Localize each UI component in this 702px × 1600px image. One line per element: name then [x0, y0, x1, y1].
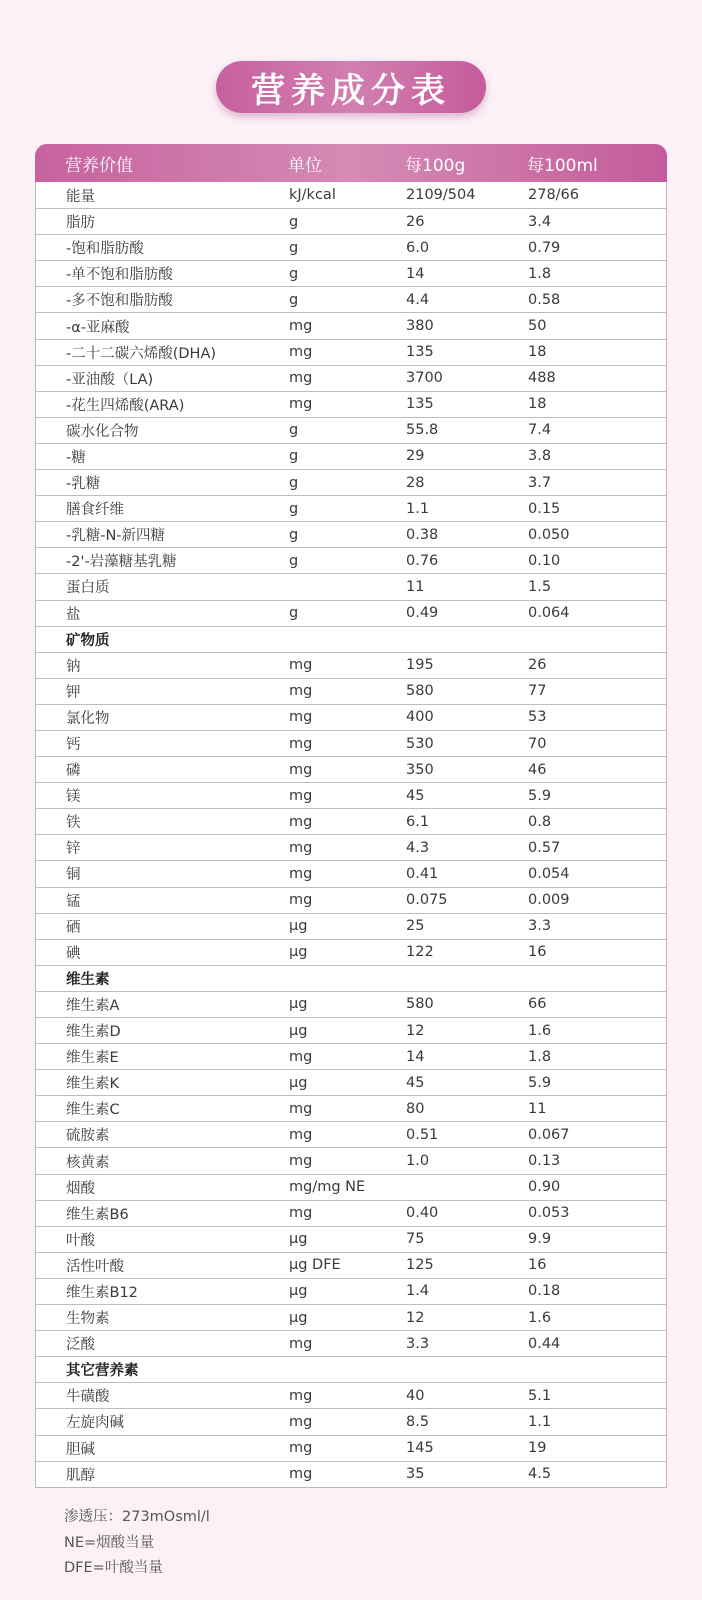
- cell-nutrient: 泛酸: [66, 1337, 95, 1354]
- cell-nutrient: -饱和脂肪酸: [66, 241, 144, 258]
- cell-per-100g: 0.41: [406, 865, 439, 882]
- table-row: [36, 1382, 666, 1408]
- table-row: [36, 1174, 666, 1200]
- cell-per-100ml: 4.5: [528, 1466, 552, 1483]
- cell-per-100g: 380: [406, 318, 434, 335]
- cell-nutrient: 维生素: [66, 971, 110, 988]
- header-per-100ml: 每100ml: [527, 155, 598, 176]
- note-ne: NE=烟酸当量: [64, 1534, 155, 1551]
- cell-per-100ml: 0.90: [528, 1179, 561, 1196]
- cell-unit: mg: [289, 1126, 313, 1143]
- table-row: [36, 365, 666, 391]
- cell-per-100ml: 26: [528, 657, 547, 674]
- cell-nutrient: -二十二碳六烯酸(DHA): [66, 345, 217, 362]
- cell-unit: g: [289, 474, 299, 491]
- cell-per-100ml: 5.9: [528, 1074, 552, 1091]
- table-row: [36, 1278, 666, 1304]
- cell-per-100ml: 66: [528, 996, 547, 1013]
- cell-per-100ml: 0.13: [528, 1153, 561, 1170]
- table-row: [36, 1330, 666, 1356]
- cell-per-100ml: 18: [528, 344, 547, 361]
- cell-per-100g: 1.0: [406, 1153, 430, 1170]
- cell-unit: g: [289, 448, 299, 465]
- cell-nutrient: 钾: [66, 684, 81, 701]
- cell-unit: mg: [289, 735, 313, 752]
- section-header: [36, 626, 666, 652]
- cell-per-100g: 135: [406, 344, 434, 361]
- cell-per-100ml: 18: [528, 396, 547, 413]
- cell-unit: kJ/kcal: [289, 187, 336, 204]
- header-per-100g: 每100g: [405, 155, 466, 176]
- table-row: [36, 600, 666, 626]
- cell-per-100g: 0.49: [406, 605, 439, 622]
- cell-per-100g: 530: [406, 735, 434, 752]
- table-row: [36, 547, 666, 573]
- cell-unit: mg: [289, 1387, 313, 1404]
- cell-nutrient: 胆碱: [66, 1441, 95, 1458]
- cell-nutrient: 牛磺酸: [66, 1389, 110, 1406]
- cell-unit: g: [289, 213, 299, 230]
- cell-per-100ml: 19: [528, 1440, 547, 1457]
- cell-per-100g: 1.1: [406, 500, 430, 517]
- cell-unit: mg: [289, 839, 313, 856]
- cell-nutrient: 锰: [66, 893, 81, 910]
- cell-per-100ml: 53: [528, 709, 547, 726]
- cell-per-100ml: 3.3: [528, 918, 552, 935]
- cell-per-100ml: 0.064: [528, 605, 570, 622]
- cell-nutrient: 碳水化合物: [66, 423, 139, 440]
- cell-per-100ml: 16: [528, 1257, 547, 1274]
- table-row: [36, 860, 666, 886]
- cell-unit: μg: [289, 1309, 308, 1326]
- cell-per-100g: 75: [406, 1231, 425, 1248]
- cell-per-100ml: 0.054: [528, 865, 570, 882]
- cell-per-100ml: 3.7: [528, 474, 552, 491]
- cell-unit: mg: [289, 1440, 313, 1457]
- cell-unit: mg: [289, 1048, 313, 1065]
- table-row: [36, 417, 666, 443]
- cell-nutrient: 维生素E: [66, 1050, 119, 1067]
- table-row: [36, 782, 666, 808]
- cell-unit: μg: [289, 944, 308, 961]
- cell-per-100ml: 0.050: [528, 526, 570, 543]
- cell-unit: mg: [289, 1153, 313, 1170]
- cell-per-100ml: 46: [528, 761, 547, 778]
- cell-nutrient: -单不饱和脂肪酸: [66, 267, 173, 284]
- table-row: [36, 260, 666, 286]
- cell-unit: μg: [289, 1231, 308, 1248]
- table-body: [35, 182, 667, 1488]
- cell-nutrient: 氯化物: [66, 710, 110, 727]
- cell-unit: μg DFE: [289, 1257, 341, 1274]
- cell-nutrient: 维生素D: [66, 1024, 121, 1041]
- cell-nutrient: 硒: [66, 919, 81, 936]
- cell-nutrient: 生物素: [66, 1311, 110, 1328]
- cell-per-100g: 2109/504: [406, 187, 476, 204]
- cell-unit: mg: [289, 370, 313, 387]
- cell-nutrient: 维生素K: [66, 1076, 120, 1093]
- cell-per-100ml: 0.009: [528, 892, 570, 909]
- note-osmolality: 渗透压：273mOsml/l: [64, 1509, 210, 1525]
- cell-per-100ml: 3.4: [528, 213, 552, 230]
- cell-per-100ml: 1.8: [528, 1048, 552, 1065]
- cell-per-100g: 580: [406, 996, 434, 1013]
- table-row: [36, 1147, 666, 1173]
- table-row: [36, 991, 666, 1017]
- cell-nutrient: -多不饱和脂肪酸: [66, 293, 173, 310]
- cell-unit: g: [289, 265, 299, 282]
- cell-unit: g: [289, 605, 299, 622]
- cell-per-100ml: 0.57: [528, 839, 561, 856]
- cell-per-100g: 12: [406, 1022, 425, 1039]
- cell-per-100g: 35: [406, 1466, 425, 1483]
- cell-per-100g: 6.0: [406, 239, 430, 256]
- cell-per-100ml: 0.10: [528, 552, 561, 569]
- cell-nutrient: 烟酸: [66, 1180, 95, 1197]
- table-row: [36, 312, 666, 338]
- cell-per-100g: 3700: [406, 370, 443, 387]
- cell-nutrient: 铁: [66, 815, 81, 832]
- cell-per-100g: 135: [406, 396, 434, 413]
- cell-unit: mg: [289, 787, 313, 804]
- cell-per-100ml: 70: [528, 735, 547, 752]
- table-row: [36, 208, 666, 234]
- table-row: [36, 652, 666, 678]
- cell-per-100ml: 3.8: [528, 448, 552, 465]
- table-row: [36, 1408, 666, 1434]
- table-row: [36, 469, 666, 495]
- cell-unit: mg: [289, 1205, 313, 1222]
- table-row: [36, 834, 666, 860]
- cell-per-100g: 28: [406, 474, 425, 491]
- cell-unit: mg: [289, 1466, 313, 1483]
- cell-nutrient: -糖: [66, 449, 86, 466]
- table-row: [36, 1226, 666, 1252]
- table-row: [36, 1095, 666, 1121]
- cell-unit: μg: [289, 918, 308, 935]
- cell-unit: μg: [289, 996, 308, 1013]
- cell-per-100g: 145: [406, 1440, 434, 1457]
- cell-unit: g: [289, 500, 299, 517]
- cell-per-100g: 4.3: [406, 839, 430, 856]
- cell-per-100ml: 1.5: [528, 578, 552, 595]
- table-row: [36, 1435, 666, 1461]
- cell-per-100ml: 0.8: [528, 813, 552, 830]
- cell-nutrient: 左旋肉碱: [66, 1415, 124, 1432]
- cell-per-100g: 0.40: [406, 1205, 439, 1222]
- cell-per-100ml: 0.44: [528, 1335, 561, 1352]
- cell-unit: g: [289, 552, 299, 569]
- cell-nutrient: 铜: [66, 867, 81, 884]
- cell-per-100ml: 1.1: [528, 1413, 552, 1430]
- cell-per-100g: 45: [406, 787, 425, 804]
- cell-unit: g: [289, 422, 299, 439]
- cell-unit: μg: [289, 1022, 308, 1039]
- cell-per-100ml: 16: [528, 944, 547, 961]
- cell-nutrient: -花生四烯酸(ARA): [66, 397, 185, 414]
- table-row: [36, 756, 666, 782]
- cell-unit: mg: [289, 1335, 313, 1352]
- table-row: [36, 573, 666, 599]
- cell-per-100g: 45: [406, 1074, 425, 1091]
- cell-per-100ml: 1.6: [528, 1309, 552, 1326]
- cell-per-100ml: 5.9: [528, 787, 552, 804]
- cell-unit: mg: [289, 396, 313, 413]
- section-header: [36, 1356, 666, 1382]
- cell-per-100ml: 0.15: [528, 500, 561, 517]
- cell-nutrient: 锌: [66, 841, 81, 858]
- cell-per-100ml: 278/66: [528, 187, 580, 204]
- cell-nutrient: 维生素A: [66, 997, 120, 1014]
- cell-unit: μg: [289, 1283, 308, 1300]
- cell-nutrient: 肌醇: [66, 1467, 95, 1484]
- cell-per-100g: 55.8: [406, 422, 439, 439]
- table-row: [36, 1461, 666, 1487]
- cell-per-100g: 1.4: [406, 1283, 430, 1300]
- cell-nutrient: -2'-岩藻糖基乳糖: [66, 554, 177, 571]
- table-row: [36, 1304, 666, 1330]
- note-dfe: DFE=叶酸当量: [64, 1560, 163, 1576]
- page-title: 营养成分表: [216, 61, 486, 113]
- cell-per-100ml: 1.8: [528, 265, 552, 282]
- cell-nutrient: 其它营养素: [66, 1363, 139, 1380]
- cell-nutrient: 镁: [66, 789, 81, 806]
- cell-nutrient: 维生素B6: [66, 1206, 129, 1223]
- cell-unit: mg/mg NE: [289, 1179, 366, 1196]
- cell-per-100g: 0.76: [406, 552, 439, 569]
- cell-per-100g: 350: [406, 761, 434, 778]
- cell-nutrient: 膳食纤维: [66, 502, 124, 519]
- cell-per-100g: 14: [406, 265, 425, 282]
- cell-per-100g: 0.075: [406, 892, 448, 909]
- table-row: [36, 1069, 666, 1095]
- cell-unit: mg: [289, 683, 313, 700]
- cell-per-100g: 400: [406, 709, 434, 726]
- cell-per-100g: 3.3: [406, 1335, 430, 1352]
- cell-per-100ml: 0.053: [528, 1205, 570, 1222]
- table-header: [35, 144, 667, 182]
- cell-nutrient: 硫胺素: [66, 1128, 110, 1145]
- cell-nutrient: 钠: [66, 658, 81, 675]
- cell-per-100ml: 488: [528, 370, 556, 387]
- cell-unit: g: [289, 526, 299, 543]
- cell-per-100ml: 0.79: [528, 239, 561, 256]
- table-row: [36, 521, 666, 547]
- cell-per-100g: 80: [406, 1100, 425, 1117]
- table-row: [36, 678, 666, 704]
- cell-per-100g: 29: [406, 448, 425, 465]
- cell-per-100ml: 77: [528, 683, 547, 700]
- cell-per-100ml: 5.1: [528, 1387, 552, 1404]
- cell-unit: mg: [289, 709, 313, 726]
- cell-nutrient: 矿物质: [66, 632, 110, 649]
- cell-per-100ml: 1.6: [528, 1022, 552, 1039]
- cell-per-100ml: 7.4: [528, 422, 552, 439]
- cell-per-100g: 4.4: [406, 291, 430, 308]
- cell-unit: μg: [289, 1074, 308, 1091]
- footnotes: [64, 1505, 210, 1582]
- table-row: [36, 1121, 666, 1147]
- cell-unit: mg: [289, 892, 313, 909]
- table-row: [36, 339, 666, 365]
- cell-per-100g: 12: [406, 1309, 425, 1326]
- header-nutrient: 营养价值: [65, 155, 133, 176]
- table-row: [36, 887, 666, 913]
- cell-unit: mg: [289, 657, 313, 674]
- table-row: [36, 234, 666, 260]
- table-row: [36, 286, 666, 312]
- table-row: [36, 495, 666, 521]
- cell-nutrient: -亚油酸（LA): [66, 371, 154, 388]
- cell-unit: mg: [289, 1413, 313, 1430]
- cell-unit: mg: [289, 318, 313, 335]
- section-header: [36, 965, 666, 991]
- cell-per-100g: 11: [406, 578, 425, 595]
- cell-nutrient: -α-亚麻酸: [66, 319, 130, 336]
- cell-nutrient: 盐: [66, 606, 81, 623]
- table-row: [36, 1200, 666, 1226]
- cell-per-100ml: 0.58: [528, 291, 561, 308]
- cell-nutrient: 钙: [66, 737, 81, 754]
- cell-per-100ml: 50: [528, 318, 547, 335]
- nutrition-table: [35, 144, 667, 1488]
- cell-per-100g: 40: [406, 1387, 425, 1404]
- cell-nutrient: 叶酸: [66, 1232, 95, 1249]
- cell-unit: mg: [289, 1100, 313, 1117]
- cell-unit: mg: [289, 761, 313, 778]
- cell-unit: mg: [289, 344, 313, 361]
- cell-per-100g: 122: [406, 944, 434, 961]
- cell-nutrient: 活性叶酸: [66, 1258, 124, 1275]
- cell-per-100g: 580: [406, 683, 434, 700]
- cell-per-100ml: 9.9: [528, 1231, 552, 1248]
- cell-per-100ml: 11: [528, 1100, 547, 1117]
- cell-nutrient: -乳糖-N-新四糖: [66, 528, 166, 545]
- header-unit: 单位: [288, 155, 322, 176]
- cell-unit: mg: [289, 865, 313, 882]
- cell-nutrient: 能量: [66, 188, 95, 205]
- cell-per-100ml: 0.18: [528, 1283, 561, 1300]
- table-row: [36, 704, 666, 730]
- cell-per-100g: 6.1: [406, 813, 430, 830]
- cell-per-100g: 195: [406, 657, 434, 674]
- cell-per-100g: 25: [406, 918, 425, 935]
- table-row: [36, 913, 666, 939]
- cell-unit: mg: [289, 813, 313, 830]
- table-row: [36, 1043, 666, 1069]
- cell-nutrient: 维生素C: [66, 1102, 120, 1119]
- cell-nutrient: 磷: [66, 763, 81, 780]
- table-row: [36, 939, 666, 965]
- cell-per-100ml: 0.067: [528, 1126, 570, 1143]
- table-row: [36, 391, 666, 417]
- cell-nutrient: 碘: [66, 945, 81, 962]
- table-row: [36, 808, 666, 834]
- cell-unit: g: [289, 291, 299, 308]
- cell-per-100g: 14: [406, 1048, 425, 1065]
- cell-nutrient: 脂肪: [66, 215, 95, 232]
- cell-per-100g: 125: [406, 1257, 434, 1274]
- cell-nutrient: 核黄素: [66, 1154, 110, 1171]
- table-row: [36, 730, 666, 756]
- table-row: [36, 182, 666, 208]
- table-row: [36, 1252, 666, 1278]
- table-row: [36, 443, 666, 469]
- cell-nutrient: 蛋白质: [66, 580, 110, 597]
- cell-nutrient: -乳糖: [66, 476, 101, 493]
- cell-per-100g: 8.5: [406, 1413, 430, 1430]
- cell-per-100g: 0.38: [406, 526, 439, 543]
- cell-nutrient: 维生素B12: [66, 1284, 138, 1301]
- table-row: [36, 1017, 666, 1043]
- cell-unit: g: [289, 239, 299, 256]
- cell-per-100g: 26: [406, 213, 425, 230]
- cell-per-100g: 0.51: [406, 1126, 439, 1143]
